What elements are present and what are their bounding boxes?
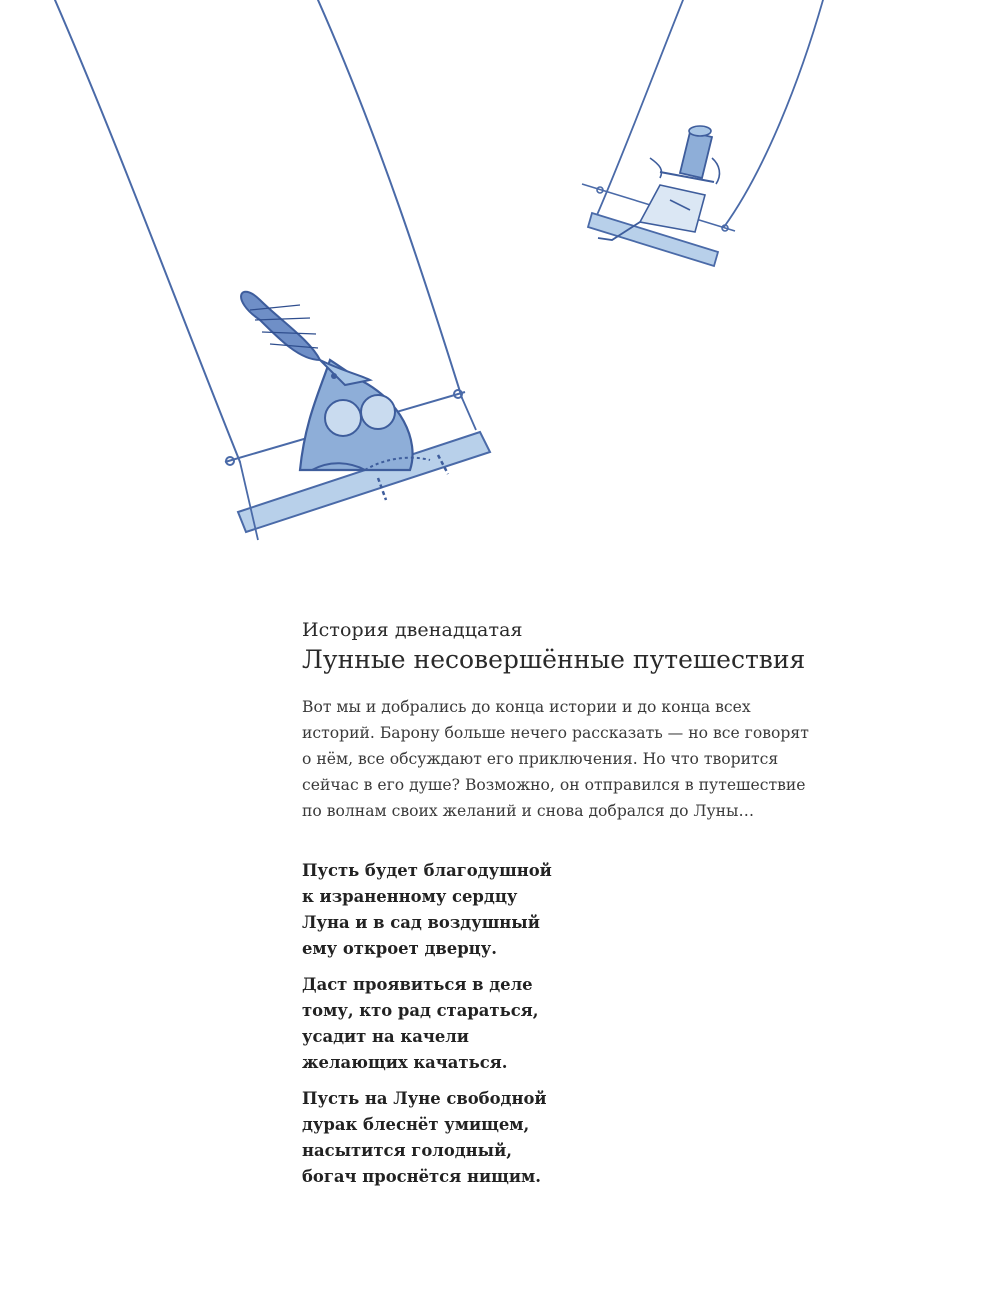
poem [302, 858, 862, 1190]
small-swing-rope-left [597, 0, 683, 215]
intro-line: о нём, все обсуждают его приключения. Но что творится [302, 750, 779, 768]
intro-line: историй. Барону больше нечего рассказать — но все говорят [302, 724, 809, 742]
big-swing-rope-left [55, 0, 240, 462]
poem-line: Пусть будет благодушной [302, 861, 552, 880]
poem-line: насытится голодный, [302, 1141, 512, 1160]
big-swing [225, 292, 490, 540]
poem-stanza [302, 972, 862, 1076]
poem-line: тому, кто рад стараться, [302, 1001, 539, 1020]
small-swing-rope-right [724, 0, 823, 227]
poem-line: Даст проявиться в деле [302, 975, 533, 994]
intro-line: сейчас в его душе? Возможно, он отправился в путешествие [302, 776, 806, 794]
poem-line: ему откроет дверцу. [302, 939, 497, 958]
poem-stanza [302, 1086, 862, 1190]
poem-line: Пусть на Луне свободной [302, 1089, 547, 1108]
chapter-label: История двенадцатая [302, 619, 523, 641]
chapter-title: Лунные несовершённые путешествия [302, 645, 806, 674]
intro-line: Вот мы и добрались до конца истории и до конца всех [302, 698, 751, 716]
small-figure-body [640, 185, 705, 232]
big-swing-rope-right [318, 0, 462, 398]
poem-line: богач проснётся нищим. [302, 1167, 541, 1186]
poem-line: усадит на качели [302, 1027, 469, 1046]
poem-stanza [302, 858, 862, 962]
swing-illustration [0, 0, 1000, 560]
poem-line: к израненному сердцу [302, 887, 518, 906]
intro-line: по волнам своих желаний и снова добрался до Луны… [302, 802, 755, 820]
poem-line: дурак блеснёт умищем, [302, 1115, 530, 1134]
poem-line: Луна и в сад воздушный [302, 913, 540, 932]
chapter-text [302, 618, 862, 1200]
intro-paragraph [302, 694, 862, 824]
poem-line: желающих качаться. [302, 1053, 508, 1072]
big-figure-hair [241, 292, 320, 360]
small-figure-hat [680, 132, 712, 178]
